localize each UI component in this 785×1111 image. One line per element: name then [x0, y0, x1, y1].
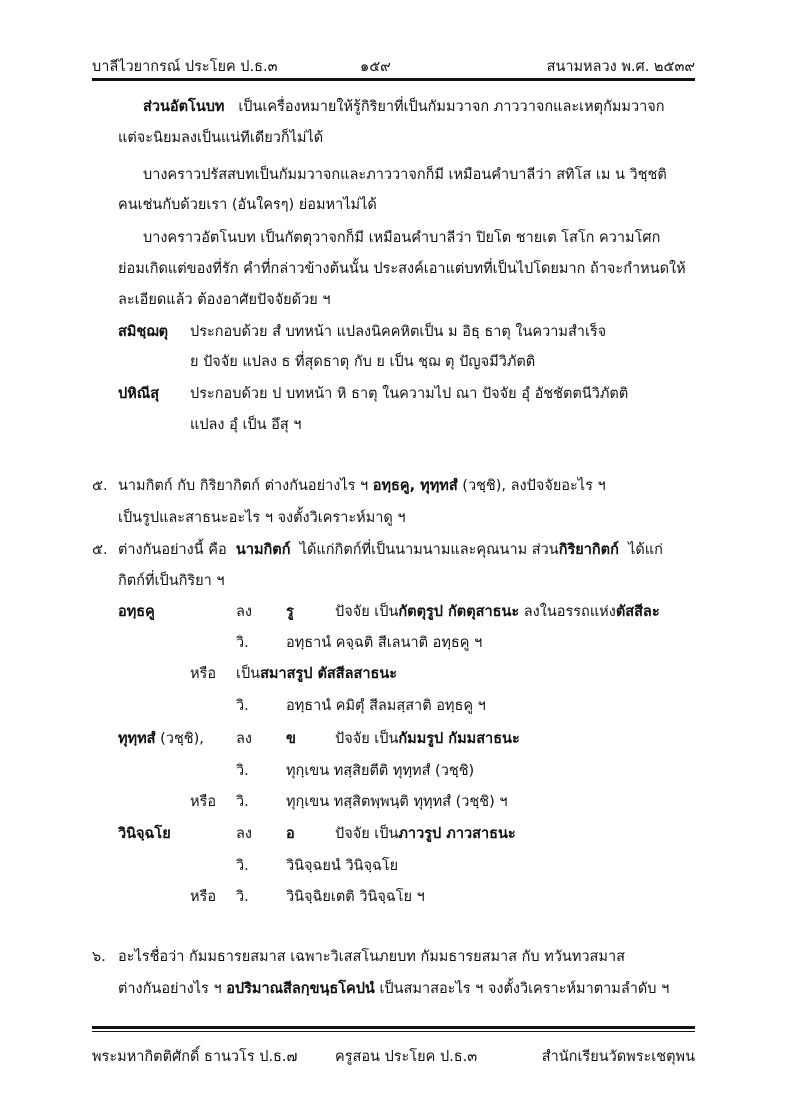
word-heading [118, 727, 204, 750]
text-span: ลงในอรรถแห่ง [523, 604, 616, 620]
bold-term: อปริมาณสีลกฺขนฺธโคปนํ [226, 981, 375, 997]
term-heading: สมิชฺฌตุ [118, 324, 169, 340]
text-span: นามกิตก์ กับ กิริยากิตก์ ต่างกันอย่างไร ฯ [118, 478, 369, 494]
bold-term: ส่วนอัตโนบท [143, 99, 225, 115]
bold-term: กัมมรูป กัมมสาธนะ [398, 731, 520, 747]
vi-label: วิ. [236, 889, 249, 905]
or-label: หรือ [190, 666, 217, 682]
bold-term: นามกิตก์ [235, 542, 291, 558]
text-span: ปัจจัย เป็น [335, 604, 399, 620]
suffix: ข [286, 731, 296, 747]
analysis-text: ทุกฺเขน ทสฺสิยตีติ ทุทฺทสํ (วชฺชิ) [286, 763, 475, 779]
lng-label: ลง [236, 826, 252, 842]
question-line [118, 977, 669, 1000]
question-line [118, 474, 606, 497]
term-definition: แปลง อุํ เป็น อึสุ ฯ [190, 417, 302, 433]
text-span: ต่างกันอย่างไร ฯ [118, 981, 222, 997]
analysis-line [335, 600, 660, 623]
analysis-line [335, 727, 520, 750]
term-heading: ปหิณีสุ [118, 386, 160, 402]
vi-label: วิ. [236, 794, 249, 810]
vi-label: วิ. [236, 698, 249, 714]
vi-label: วิ. [236, 635, 249, 651]
analysis-text: อทฺธานํ คมิตุํ สีลมสฺสาติ อทฺธคู ฯ [286, 698, 486, 714]
analysis-text: วินิจฺฉยนํ วินิจฺฉโย [286, 858, 399, 874]
paragraph-line: บางคราวปรัสสบทเป็นกัมมวาจกและภาววาจกก็มี เหมือนคำบาลีว่า สทิโส เม น วิชฺชติ [143, 167, 667, 183]
header-rule [92, 78, 695, 81]
lng-label: ลง [236, 604, 252, 620]
footer-rule [92, 1026, 695, 1029]
or-label: หรือ [190, 794, 217, 810]
answer-line [118, 538, 663, 561]
text-span: (วชฺชิ), ลงปัจจัยอะไร ฯ [462, 478, 606, 494]
question-number: ๖. [92, 949, 106, 965]
answer-line: กิตก์ที่เป็นกิริยา ฯ [118, 573, 225, 589]
text-span: ปัจจัย เป็น [335, 826, 399, 842]
vi-label: วิ. [236, 858, 249, 874]
vi-label: วิ. [236, 763, 249, 779]
footer-right: สำนักเรียนวัดพระเชตุพน [541, 1049, 695, 1065]
question-line: เป็นรูปและสาธนะอะไร ฯ จงตั้งวิเคราะห์มาดู ฯ [118, 510, 406, 526]
paragraph-line: ย่อมเกิดแต่ของที่รัก คำที่กล่าวข้างต้นนั้น ประสงค์เอาแต่บทที่เป็นไปโดยมาก ถ้าจะกำหนดให้ [118, 261, 686, 277]
page-number: ๑๕๙ [360, 59, 391, 75]
answer-number: ๕. [92, 542, 108, 558]
header-left: บาลีไวยากรณ์ ประโยค ป.ธ.๓ [92, 59, 278, 75]
footer-center: ครูสอน ประโยค ป.ธ.๓ [335, 1049, 478, 1065]
paragraph-line: แต่จะนิยมลงเป็นแน่ทีเดียวก็ไม่ได้ [118, 130, 324, 146]
word-heading: วินิจฺฉโย [118, 826, 171, 842]
text-span: ได้แก่กิตก์ที่เป็นนามนามและคุณนาม ส่วน [299, 542, 559, 558]
paragraph-line: คนเช่นกับด้วยเรา (อันใครๆ) ย่อมหาไม่ได้ [118, 197, 377, 213]
bold-term: สมาสรูป ตัสสีลสาธนะ [260, 666, 398, 682]
analysis-line [335, 822, 516, 845]
question-number: ๕. [92, 478, 108, 494]
text-span: ได้แก่ [628, 542, 663, 558]
bold-term: ทุทฺทสํ [118, 731, 156, 747]
word-heading: อทฺธคู [118, 604, 155, 620]
or-label: หรือ [190, 889, 217, 905]
bold-term: ตัสสีละ [615, 604, 660, 620]
lng-label: ลง [236, 731, 252, 747]
term-definition: ย ปัจจัย แปลง ธ ที่สุดธาตุ กับ ย เป็น ชฺฌ ตุ ปัญจมีวิภัตติ [190, 354, 536, 370]
text-span: (วชฺชิ), [160, 731, 204, 747]
question-line: อะไรชื่อว่า กัมมธารยสมาส เฉพาะวิเสสโนภยบท กัมมธารยสมาส กับ ทวันทวสมาส [118, 949, 625, 965]
analysis-line [236, 662, 397, 685]
bold-term: อทฺธคู, ทุทฺทสํ [372, 478, 458, 494]
text-span: เป็นเครื่องหมายให้รู้กิริยาที่เป็นกัมมวาจก ภาววาจกและเหตุกัมมวาจก [238, 99, 665, 115]
text-span: ปัจจัย เป็น [335, 731, 399, 747]
term-definition: ประกอบด้วย สํ บทหน้า แปลงนิคคหิตเป็น ม อิธฺ ธาตุ ในความสำเร็จ [190, 324, 607, 340]
analysis-text: อทฺธานํ คจฺฉติ สีเลนาติ อทฺธคู ฯ [286, 635, 483, 651]
suffix: อ [286, 826, 295, 842]
footer-left: พระมหากิตติศักดิ์ ธานวโร ป.ธ.๗ [92, 1049, 298, 1065]
text-span: ต่างกันอย่างนี้ คือ [118, 542, 227, 558]
header-right: สนามหลวง พ.ศ. ๒๕๓๙ [546, 59, 695, 75]
text-span: เป็น [236, 666, 261, 682]
bold-term: กัตตุรูป กัตตุสาธนะ [398, 604, 520, 620]
paragraph-line [143, 95, 665, 118]
paragraph-line: ละเอียดแล้ว ต้องอาศัยปัจจัยด้วย ฯ [118, 292, 331, 308]
bold-term: ภาวรูป ภาวสาธนะ [398, 826, 516, 842]
suffix: รู [286, 604, 294, 620]
text-span: เป็นสมาสอะไร ฯ จงตั้งวิเคราะห์มาตามลำดับ ฯ [379, 981, 670, 997]
analysis-text: วินิจฺฉิยเตติ วินิจฺฉโย ฯ [286, 889, 425, 905]
analysis-text: ทุกฺเขน ทสฺสิตพฺพนฺติ ทุทฺทสํ (วชฺชิ) ฯ [286, 794, 508, 810]
footer-rule-thin [92, 1031, 695, 1032]
paragraph-line: บางคราวอัตโนบท เป็นกัตตุวาจกก็มี เหมือนคำบาลีว่า ปิยโต ชายเต โสโก ความโศก [143, 230, 661, 246]
bold-term: กิริยากิตก์ [558, 542, 619, 558]
term-definition: ประกอบด้วย ป บทหน้า หิ ธาตุ ในความไป ณา ปัจจัย อุํ อัชชัตตนีวิภัตติ [190, 386, 629, 402]
